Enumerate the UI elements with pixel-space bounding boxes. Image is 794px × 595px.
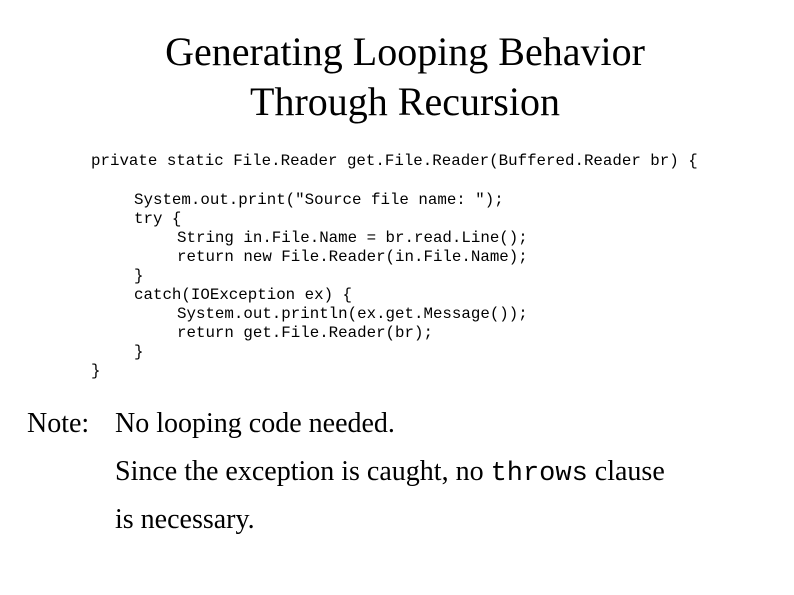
note-line-3: is necessary. <box>115 504 255 535</box>
code-line: return new File.Reader(in.File.Name); <box>177 248 528 266</box>
inline-code: throws <box>490 459 588 489</box>
code-line: } <box>134 343 144 361</box>
slide-title-line-1: Generating Looping Behavior <box>165 29 645 74</box>
code-line: private static File.Reader get.File.Reader(Buffered.Reader br) { <box>91 152 698 170</box>
code-line: try { <box>134 210 182 228</box>
note-text: clause <box>587 456 665 487</box>
note-line-2 <box>115 458 665 488</box>
code-line: } <box>134 267 144 285</box>
note-text: Since the exception is caught, no <box>115 456 491 487</box>
code-line: catch(IOException ex) { <box>134 286 353 304</box>
note-line-1: No looping code needed. <box>115 408 395 439</box>
code-line: String in.File.Name = br.read.Line(); <box>177 229 528 247</box>
note-label: Note: <box>27 408 90 439</box>
slide-title-line-2: Through Recursion <box>250 79 560 124</box>
code-line: System.out.println(ex.get.Message()); <box>177 305 528 323</box>
code-line: } <box>91 362 101 380</box>
code-line: return get.File.Reader(br); <box>177 324 433 342</box>
code-line: System.out.print("Source file name: "); <box>134 191 504 209</box>
